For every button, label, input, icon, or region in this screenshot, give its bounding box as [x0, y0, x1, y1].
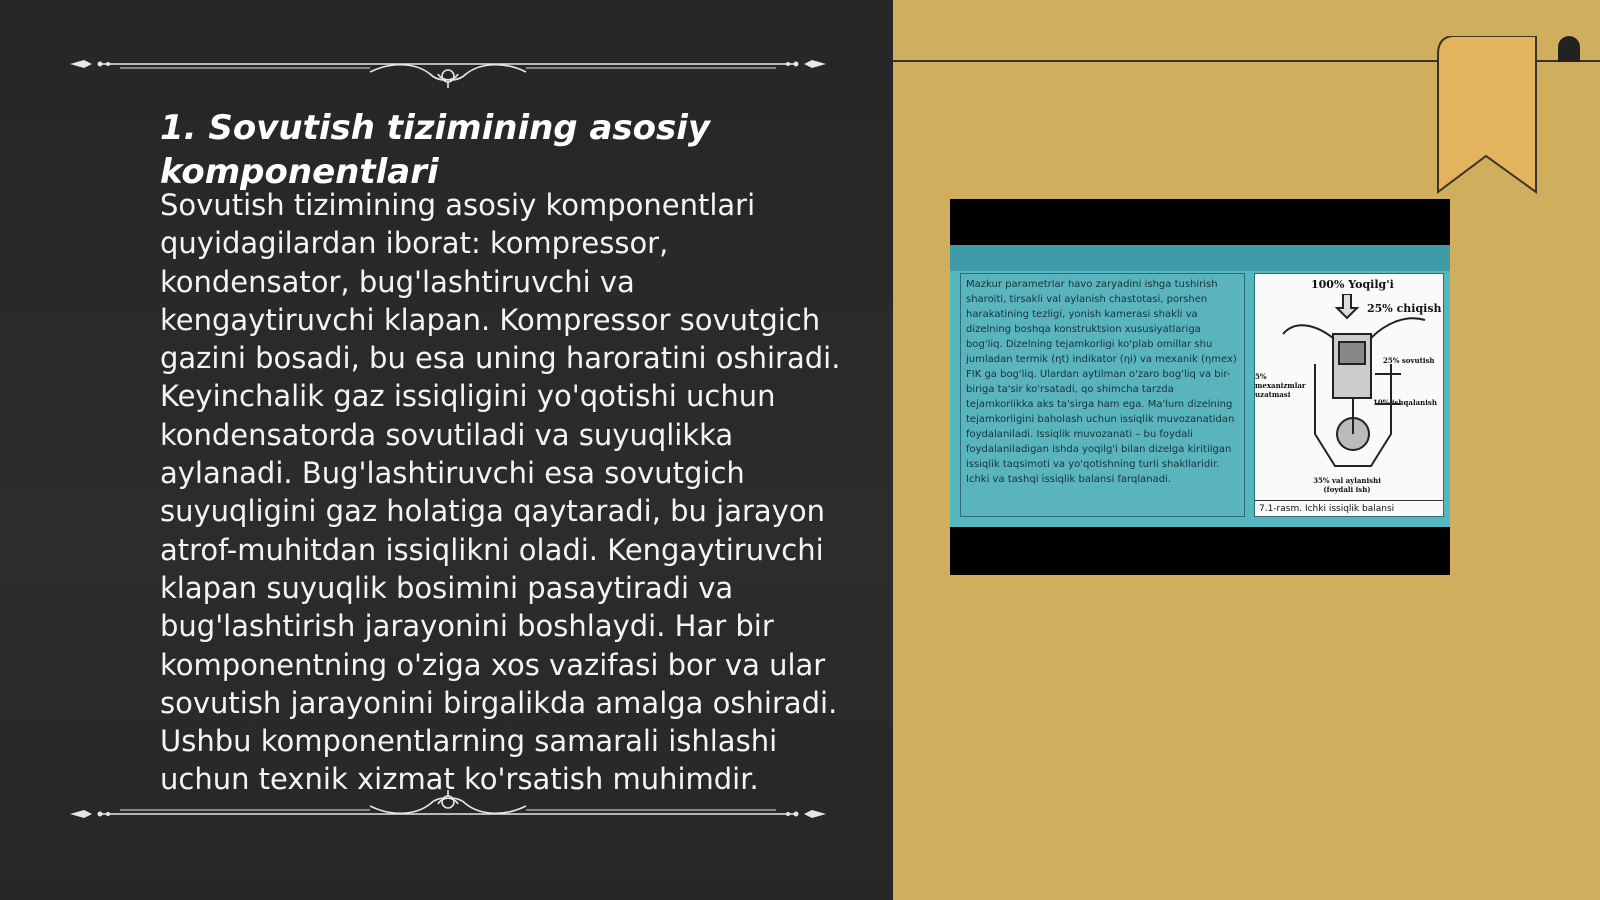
label-friction: 10% ishqalanish — [1373, 398, 1437, 407]
heat-balance-diagram — [1254, 273, 1444, 517]
figure-text-panel — [960, 273, 1245, 517]
slide-body-text: Sovutish tizimining asosiy komponentlari quyidagilardan iborat: kompressor, kondensator, bug'lashtiruvchi va kengaytiruvchi klapan. Kompressor sovutgich gazini bosadi, bu esa uning haroratini oshiradi. Keyinchalik gaz issiqligini yo'qotishi uchun kondensatorda sovutiladi va suyuqlikka aylanadi. Bug'lashtiruvchi esa sovutgich suyuqligini gaz holatiga qaytaradi, bu jarayon atrof-muhitdan issiqlikni oladi. Kengaytiruvchi klapan suyuqlik bosimini pasaytiradi va bug'lashtirish jarayonini boshlaydi. Har bir komponentning o'ziga xos vazifasi bor va ular sovutish jarayonini birgalikda amalga oshiradi. Ushbu komponentlarning samarali ishlashi uchun texnik xizmat ko'rsatish muhimdir. — [160, 188, 841, 797]
figure-content — [950, 245, 1450, 527]
slide-title: 1. Sovutish tizimining asosiy komponentlari — [160, 108, 711, 192]
label-mechanisms: 5% mexanizmlar uzatmasi — [1255, 372, 1306, 399]
engine-cross-section-icon — [1275, 294, 1435, 474]
label-cooling: 25% sovutish — [1383, 356, 1435, 365]
figure-text: Mazkur parametrlar havo zaryadini ishga tushirish sharoiti, tirsakli val aylanish chastotasi, porshen harakatining tezligi, yonish kamerasi shakli va dizelning boshqa konstruktsion xususiyatlariga bog'liq. Dizelning tejamkorligi ko'plab omillar shu jumladan termik (ηt) indikator (ηi) va mexanik (ηmex) FIK ga bog'liq. Ulardan aytilman o'zaro bog'liq va bir-biriga ta'sir ko'rsatadi, qo shimcha tarzda tejamkorlikka aks ta'sirga ham ega. Ma'lum dizelning tejamkorligini baholash uchun issiqlik muvozanatidan foydalaniladi. Issiqlik muvozanati – bu foydali foydalaniladigan ishda yoqilg'i bilan dizelga kiritilgan issiqlik taqsimoti va yo'qotishning turli shakllaridir. Ichki va tashqi issiqlik balansi farqlanadi. — [966, 279, 1237, 485]
figure-image — [950, 199, 1450, 575]
label-useful-work: 35% val aylanishi (foydali ish) — [1313, 476, 1381, 494]
label-fuel: 100% Yoqilg'i — [1311, 278, 1394, 291]
bookmark-tab — [1558, 36, 1580, 62]
label-exhaust: 25% chiqish — [1367, 302, 1442, 315]
figure-caption: 7.1-rasm. Ichki issiqlik balansi — [1255, 500, 1443, 516]
bookmark-ribbon-icon — [1436, 36, 1540, 196]
figure-banner — [950, 245, 1450, 271]
top-ornament-divider — [70, 48, 826, 88]
